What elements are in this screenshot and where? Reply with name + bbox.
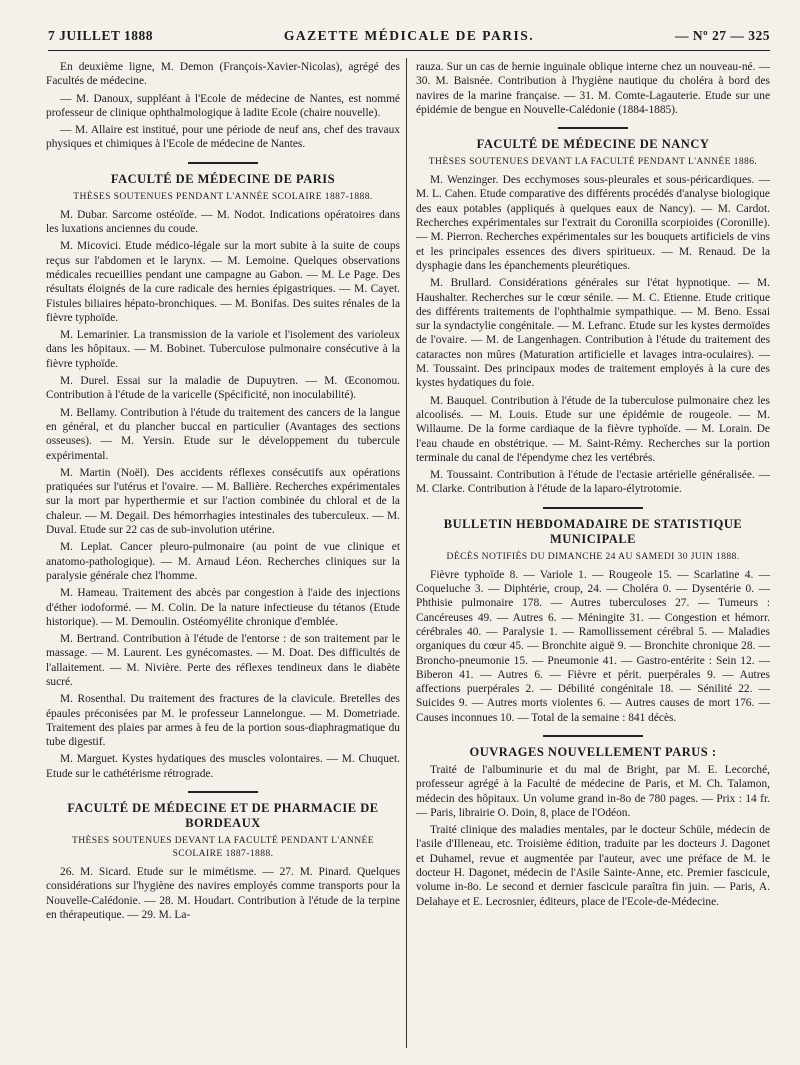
left-column [46, 60, 400, 925]
section-subtitle-bulletin: DÉCÈS NOTIFIÉS DU DIMANCHE 24 AU SAMEDI 30 JUIN 1888. [446, 550, 740, 562]
running-header [48, 28, 770, 46]
paragraph: En deuxième ligne, M. Demon (François-Xavier-Nicolas), agrégé des Facultés de médecine. [46, 61, 400, 88]
header-rule [48, 50, 770, 51]
thesis-entry: M. Brullard. Considérations générales sur l'état hypnotique. — M. Haushalter. Recherches sur le cœur sénile. — M. C. Etienne. Etude critique des différents traitements de l'ophthalmie sympathique. — M. Beno. Essai sur la syndactylie congénitale. — M. Lefranc. Etude sur les kystes dermoïdes de l'ovaire. — M. de Langenhagen. Contribution à l'étude du traitement des cataractes non mûres (Maturation artificielle et lavages intra-oculaires). — M. Toussaint. Des principaux modes de traitement employés à la cure des kystes hydatiques du foie. [416, 277, 770, 390]
section-subtitle-nancy: THÈSES SOUTENUES DEVANT LA FACULTÉ PENDANT L'ANNÉE 1886. [428, 156, 758, 168]
thesis-entry: 26. M. Sicard. Etude sur le mimétisme. — 27. M. Pinard. Quelques considérations sur l'hygiène des navires employés comme transports pour la Nouvelle-Calédonie. — 28. M. Houdart. Contribution à l'étude de la terpine en thérapeutique. — 29. M. La- [46, 866, 400, 921]
section-title-paris: FACULTÉ DE MÉDECINE DE PARIS [110, 171, 336, 186]
statistics-paragraph: Fièvre typhoïde 8. — Variole 1. — Rougeole 15. — Scarlatine 4. — Coqueluche 3. — Diphtérie, croup, 24. — Choléra 0. — Dysentérie 0. — Phthisie pulmonaire 178. — Autres tuberculoses 27. — Tumeurs : Cancéreuses 49. — Autres 6. — Méningite 31. — Congestion et hémorr. cérébrales 40. — Paralysie 1. — Ramollissement cérébral 5. — Maladies organiques du cœur 45. — Bronchite aiguë 9. — Bronchite chronique 28. — Broncho-pneumonie 15. — Pneumonie 41. — Gastro-entérite : Sein 12. — Biberon 41. — Autres 6. — Fièvre et périt. puerpérales 9. — Autres affections puerpérales 2. — Débilité congénitale 18. — Sénilité 22. — Suicides 9. — Autres morts violentes 6. — Autres causes de mort 176. — Causes inconnues 10. — Total de la semaine : 841 décès. [416, 568, 770, 724]
thesis-entry: M. Rosenthal. Du traitement des fractures de la clavicule. Bretelles des épaules préconisées par M. le professeur Lannelongue. — M. Dometriade. Traitement des plaies par armes à feu de la portion sous-diaphragmatique du tube digestif. [46, 693, 400, 749]
section-separator [543, 735, 643, 737]
paragraph: — M. Danoux, suppléant à l'Ecole de médecine de Nantes, est nommé professeur de clinique ophthalmologique à ladite Ecole (chaire nouvelle). [46, 92, 400, 119]
column-divider [406, 58, 407, 1048]
section-separator [558, 127, 628, 129]
thesis-entry: M. Bauquel. Contribution à l'étude de la tuberculose pulmonaire chez les alcoolisés. — M. Louis. Etude sur une épidémie de rougeole. — M. Willaume. De la forme cardiaque de la fièvre typhoïde. — M. Lorain. De l'eau chaude en obstétrique. — M. Saint-Rémy. Recherches sur la portion terminale du canal de l'épendyme chez les vertébrés. [416, 394, 770, 464]
book-entry: Traité clinique des maladies mentales, par le docteur Schüle, médecin de l'asile d'Illeneau, etc. Troisième édition, traduite par les docteurs J. Dagonet et Duhamel, revue et augmentée par l'auteur, avec une préface de M. le docteur H. Dagonet, médecin de l'Asile Sainte-Anne, etc. Premier fascicule, volume in-8o. Le second et dernier fascicule paraîtra fin juin. — Paris, A. Delahaye et E. Lecrosnier, éditeurs, place de l'Ecole-de-Médecine. [416, 824, 770, 908]
thesis-entry: M. Leplat. Cancer pleuro-pulmonaire (au point de vue clinique et anatomo-pathologique). — M. Arnaud Léon. Recherches cliniques sur la paralysie générale chez l'homme. [46, 541, 400, 582]
thesis-entry: M. Durel. Essai sur la maladie de Dupuytren. — M. Œconomou. Contribution à l'étude de la varicelle (Spécificité, non inoculabilité). [46, 375, 400, 402]
section-title-ouvrages: OUVRAGES NOUVELLEMENT PARUS : [469, 744, 717, 759]
thesis-entry: M. Bertrand. Contribution à l'étude de l'entorse : de son traitement par le massage. — M. Laurent. Les gynécomastes. — M. Doat. Des difficultés de l'allaitement. — M. Nivière. Perte des réflexes tendineux dans le diabète sucré. [46, 633, 400, 688]
header-date: 7 JUILLET 1888 [48, 28, 154, 43]
section-separator [188, 162, 258, 164]
section-subtitle-bordeaux: THÈSES SOUTENUES DEVANT LA FACULTÉ PENDANT L'ANNÉE SCOLAIRE 1887-1888. [71, 835, 375, 860]
thesis-entry: M. Marguet. Kystes hydatiques des muscles volontaires. — M. Chuquet. Etude sur le cathétérisme rétrograde. [46, 753, 400, 780]
thesis-entry: M. Lemarinier. La transmission de la variole et l'isolement des varioleux dans les hôpitaux. — M. Bobinet. Tuberculose pulmonaire consécutive à la fièvre typhoïde. [46, 329, 400, 370]
section-title-bordeaux: FACULTÉ DE MÉDECINE ET DE PHARMACIE DE BORDEAUX [67, 801, 379, 831]
section-title-bulletin: BULLETIN HEBDOMADAIRE DE STATISTIQUE MUNICIPALE [443, 516, 743, 546]
section-separator [188, 791, 258, 793]
paragraph: — M. Allaire est institué, pour une période de neuf ans, chef des travaux physiques et chimiques à l'Ecole de médecine de Nantes. [46, 124, 400, 151]
page-number: — Nº 27 — 325 [675, 28, 770, 43]
section-title-nancy: FACULTÉ DE MÉDECINE DE NANCY [476, 137, 710, 152]
book-entry: Traité de l'albuminurie et du mal de Bright, par M. E. Lecorché, professeur agrégé à la Faculté de médecine de Paris, et M. Ch. Talamon, médecin des hôpitaux. Un volume grand in-8o de 780 pages. — Prix : 14 fr. — Paris, librairie O. Doin, 8, place de l'Odéon. [416, 763, 770, 819]
continued-paragraph: rauza. Sur un cas de hernie inguinale oblique interne chez un nouveau-né. — 30. M. Baisnée. Contribution à l'hygiène nautique du choléra à bord des navires de la marine française. — 31. M. Comte-Lagauterie. Etude sur une épidémie de bengue en Nouvelle-Calédonie (1884-1885). [416, 61, 770, 116]
thesis-entry: M. Toussaint. Contribution à l'étude de l'ectasie artérielle généralisée. — M. Clarke. Contribution à l'étude de la laparo-élytrotomie. [416, 469, 770, 496]
right-column [416, 60, 770, 912]
section-separator [543, 507, 643, 509]
journal-title: GAZETTE MÉDICALE DE PARIS. [283, 28, 535, 43]
section-subtitle-paris: THÈSES SOUTENUES PENDANT L'ANNÉE SCOLAIRE 1887-1888. [73, 190, 373, 202]
thesis-entry: M. Micovici. Etude médico-légale sur la mort subite à la suite de coups reçus sur l'abdomen et le larynx. — M. Lemoine. Quelques observations médicales recueillies pendant une campagne au Gabon. — M. Le Page. Des résultats éloignés de la cure radicale des hernies épigastriques. — M. Cayet. Fistules biliaires hépato-bronchiques. — M. Bonifas. Des suites rénales de la fièvre typhoïde. [46, 240, 400, 324]
thesis-entry: M. Hameau. Traitement des abcès par congestion à l'aide des injections d'éther iodoformé. — M. Colin. De la nature infectieuse du tétanos (Etude historique). — M. Demoulin. Ostéomyélite chronique d'emblée. [46, 587, 400, 628]
thesis-entry: M. Wenzinger. Des ecchymoses sous-pleurales et sous-péricardiques. — M. L. Cahen. Etude comparative des différents procédés d'analyse biologique des eaux potables (appliqués à quelques eaux de Nancy). — M. Cardot. Recherches expérimentales sur l'extrait du Coronilla scorpioides (Coronille). — M. Pierron. Recherches expérimentales sur les bouquets artificiels de vins et les principales essences des divers spiritueux. — M. Renaud. De la dysphagie dans les épanchements pleurétiques. [416, 174, 770, 272]
thesis-entry: M. Dubar. Sarcome ostéoïde. — M. Nodot. Indications opératoires dans les luxations anciennes du coude. [46, 208, 400, 236]
thesis-entry: M. Martin (Noël). Des accidents réflexes consécutifs aux opérations pratiquées sur l'utérus et l'ovaire. — M. Ballière. Recherches expérimentales sur la mort par hyperthermie et sur l'action combinée du chloral et de la chaleur. — M. Degail. Des hémorrhagies intestinales des tuberculeux. — M. Duval. Etude sur 22 cas de sub-involution utérine. [46, 466, 400, 537]
thesis-entry: M. Bellamy. Contribution à l'étude du traitement des cancers de la langue en général, et du plancher buccal en particulier (Avantages des sections osseuses). — M. Yersin. Etude sur le développement du tubercule expérimental. [46, 406, 400, 462]
